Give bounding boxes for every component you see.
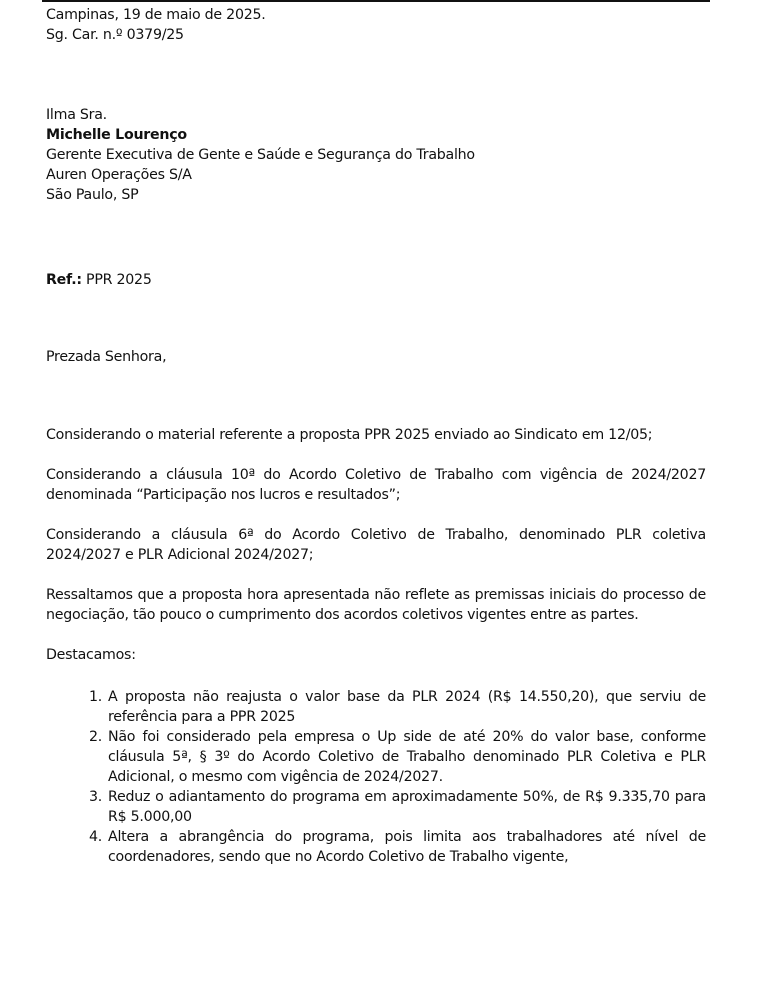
recipient-location: São Paulo, SP <box>46 187 139 203</box>
list-item-number: 2. <box>89 729 103 745</box>
list-item <box>89 787 706 827</box>
recipient-company: Auren Operações S/A <box>46 167 192 183</box>
letter-header <box>46 5 706 45</box>
letter-page <box>46 5 706 867</box>
highlights-list <box>46 687 706 867</box>
recipient-block <box>46 105 706 205</box>
recipient-salutation: Ilma Sra. <box>46 107 107 123</box>
letter-body <box>46 425 706 625</box>
greeting: Prezada Senhora, <box>46 349 167 365</box>
reference-line <box>46 270 706 290</box>
recipient-title: Gerente Executiva de Gente e Saúde e Segurança do Trabalho <box>46 147 475 163</box>
list-item <box>89 827 706 867</box>
body-paragraph: Considerando a cláusula 6ª do Acordo Coletivo de Trabalho, denominado PLR coletiva 2024/2027 e PLR Adicional 2024/2027; <box>46 527 706 563</box>
list-item-text: Não foi considerado pela empresa o Up side de até 20% do valor base, conforme cláusula 5ª, § 3º do Acordo Coletivo de Trabalho denominado PLR Coletiva e PLR Adicional, o mesmo com vigência de 2024/2027. <box>108 729 706 785</box>
list-item-number: 1. <box>89 689 103 705</box>
list-item-number: 3. <box>89 789 103 805</box>
place-date: Campinas, 19 de maio de 2025. <box>46 7 266 23</box>
body-paragraph: Considerando a cláusula 10ª do Acordo Coletivo de Trabalho com vigência de 2024/2027 denominada “Participação nos lucros e resultados”; <box>46 467 706 503</box>
list-item-text: Altera a abrangência do programa, pois limita aos trabalhadores até nível de coordenadores, sendo que no Acordo Coletivo de Trabalho vigente, <box>108 829 706 865</box>
list-item <box>89 687 706 727</box>
reference-label: Ref.: <box>46 272 82 288</box>
list-item <box>89 727 706 787</box>
list-item-text: A proposta não reajusta o valor base da PLR 2024 (R$ 14.550,20), que serviu de referência para a PPR 2025 <box>108 689 706 725</box>
list-item-number: 4. <box>89 829 103 845</box>
highlights-intro: Destacamos: <box>46 647 136 663</box>
reference-value: PPR 2025 <box>81 272 152 288</box>
list-item-text: Reduz o adiantamento do programa em aproximadamente 50%, de R$ 9.335,70 para R$ 5.000,00 <box>108 789 706 825</box>
top-rule-divider <box>42 0 710 2</box>
reference-number: Sg. Car. n.º 0379/25 <box>46 27 184 43</box>
body-paragraph: Considerando o material referente a proposta PPR 2025 enviado ao Sindicato em 12/05; <box>46 427 653 443</box>
body-paragraph: Ressaltamos que a proposta hora apresentada não reflete as premissas iniciais do processo de negociação, tão pouco o cumprimento dos acordos coletivos vigentes entre as partes. <box>46 587 706 623</box>
recipient-name: Michelle Lourenço <box>46 127 187 143</box>
